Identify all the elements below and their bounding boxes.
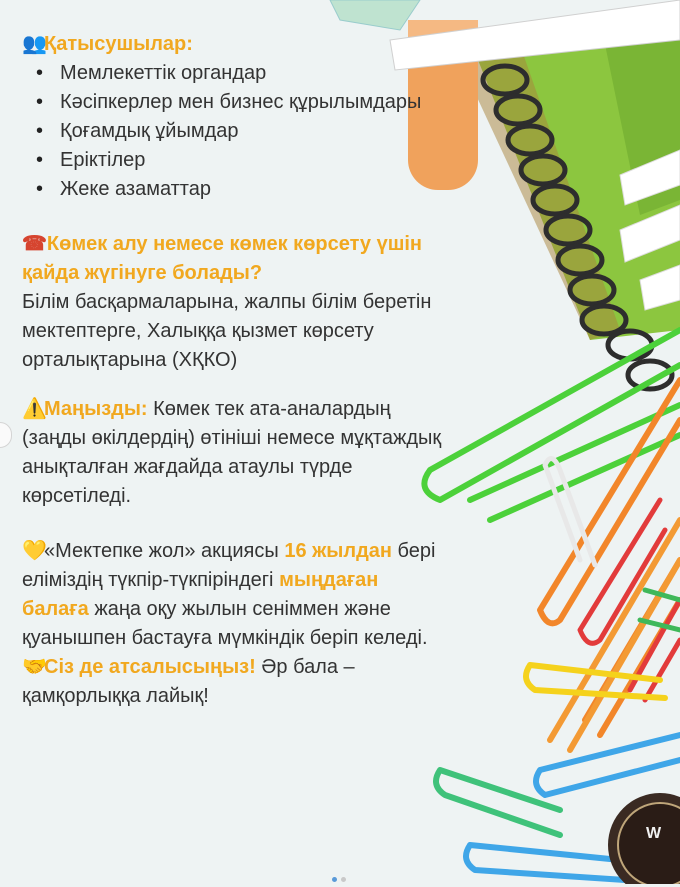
notebook-illustration bbox=[455, 10, 680, 389]
participants-list bbox=[22, 59, 442, 204]
warning-icon: ⚠️ bbox=[22, 398, 47, 420]
campaign-part2: бері еліміздің түкпір-түкпіріндегі bbox=[22, 540, 436, 591]
svg-text:W: W bbox=[646, 825, 662, 842]
list-item: • Қоғамдық ұйымдар bbox=[36, 117, 442, 146]
carousel-dot-active[interactable] bbox=[332, 877, 337, 882]
cta-highlight: Сіз де атсалысыңыз! bbox=[44, 656, 256, 678]
people-icon: 👥 bbox=[22, 33, 47, 55]
help-title: Көмек алу немесе көмек көрсету үшін қайда жүгінуге болады? bbox=[22, 233, 423, 284]
post-text-block bbox=[22, 30, 442, 711]
campaign-part3: жаңа оқу жылын сеніммен және қуанышпен бастауға мүмкіндік беріп келеді. bbox=[22, 598, 428, 649]
list-item: • Кәсіпкерлер мен бизнес құрылымдары bbox=[36, 88, 442, 117]
participants-title: Қатысушылар: bbox=[44, 33, 193, 55]
cta-text: Әр бала – қамқорлыққа лайық! bbox=[22, 656, 355, 707]
important-label: Маңызды: bbox=[44, 398, 148, 420]
campaign-highlight-years: 16 жылдан bbox=[284, 540, 392, 562]
campaign-paragraph bbox=[22, 537, 442, 653]
handshake-icon: 🤝 bbox=[22, 656, 47, 678]
important-text: Көмек тек ата-аналардың (заңды өкілдердің) өтініші немесе мұқтаждық анықталған жағдайда атаулы түрде көрсетіледі. bbox=[22, 398, 442, 507]
participants-heading bbox=[22, 30, 442, 59]
compass-illustration bbox=[608, 793, 680, 884]
carousel-dot[interactable] bbox=[341, 877, 346, 882]
list-item: • Еріктілер bbox=[36, 146, 442, 175]
help-heading bbox=[22, 230, 442, 288]
telephone-icon: ☎ bbox=[22, 233, 47, 255]
help-text: Білім басқармаларына, жалпы білім беретін мектептерге, Халыққа қызмет көрсету орталықтарына (ХҚКО) bbox=[22, 291, 432, 371]
call-to-action bbox=[22, 653, 442, 711]
yellow-heart-icon: 💛 bbox=[22, 540, 47, 562]
list-item: • Жеке азаматтар bbox=[36, 175, 442, 204]
campaign-highlight-children: мыңдаған балаға bbox=[22, 569, 379, 620]
carousel-indicator bbox=[330, 869, 348, 887]
list-item: • Мемлекеттік органдар bbox=[36, 59, 442, 88]
important-note bbox=[22, 395, 442, 511]
campaign-part1: «Мектепке жол» акциясы bbox=[44, 540, 285, 562]
